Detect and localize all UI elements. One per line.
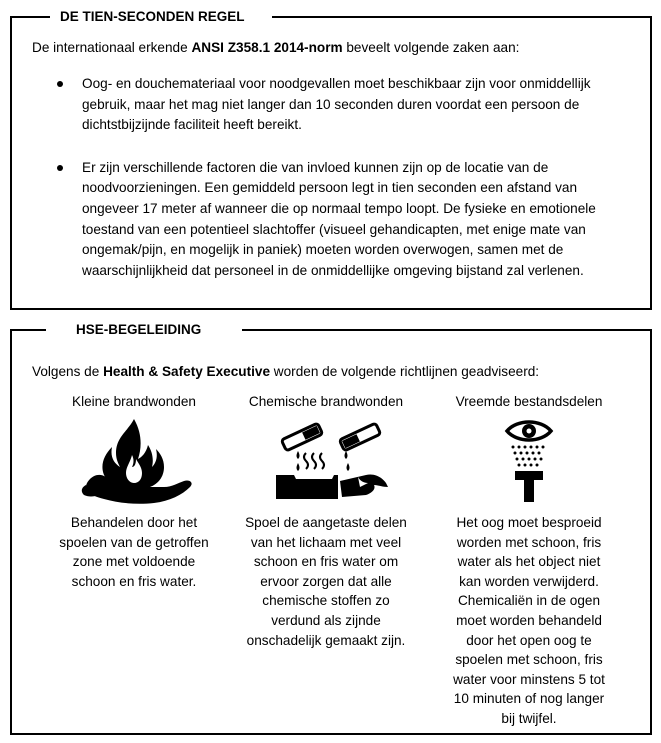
hse-intro-post: worden de volgende richtlijnen geadviseerd: [270,364,540,379]
ansi-intro-pre: De internationaal erkende [32,40,192,55]
flame-hand-icon [54,415,214,507]
bullet-text: Er zijn verschillende factoren die van invloed kunnen zijn op de locatie van de noodvoorzieningen. Een gemiddeld persoon legt in tien seconden een afstand van ongeveer 17 meter af wanneer die op normaal tempo loopt. De fysieke en emotionele toestand van een potentieel slachtoffer (visueel gehandicapten, met enige mate van ongemak/pijn, en mogelijk in paniek) moeten worden overwogen, samen met de waarschijnlijkheid dat personeel in de onmiddellijke omgeving bijstand zal verlenen. [82,159,596,278]
hse-intro-pre: Volgens de [32,364,104,379]
bullet-dot-icon [57,81,63,87]
bullet-dot-icon [57,165,63,171]
column-chemical-burns [226,393,426,650]
bullet-text: Oog- en douchemateriaal voor noodgevallen moet beschikbaar zijn voor onmiddellijk gebruik, maar het mag niet langer dan 10 seconden duren voordat een persoon de dichtstbijzijnde faciliteit heeft bereikt. [82,76,591,133]
column-body: Spoel de aangetaste delen van het lichaam met veel schoon en fris water om ervoor zorgen dat alle chemische stoffen zo verdund als zijnde onschadelijk gemaakt zijn. [245,515,407,648]
hse-guidance-box [10,322,652,735]
column-heading: Kleine brandwonden [72,394,196,409]
hse-intro [32,362,539,382]
ten-second-rule-box [10,9,652,310]
column-heading: Chemische brandwonden [248,394,404,409]
list-item [32,158,632,282]
ansi-intro-bold: ANSI Z358.1 2014-norm [191,40,343,55]
column-small-burns [34,393,234,591]
eyewash-icon [449,415,609,507]
column-foreign-objects [429,393,629,729]
list-item [32,74,632,136]
ansi-intro-post: beveelt volgende zaken aan: [342,40,520,55]
ansi-bullet-list [32,74,632,281]
corrosive-icon [246,415,406,507]
column-body: Het oog moet besproeid worden met schoon, fris water als het object niet kan worden verwijderd. Chemicaliën in de ogen moet worden behandeld door het open oog te spoelen met schoon, fris water voor minstens 5 tot 10 minuten of nog langer bij twijfel. [453,515,605,726]
column-heading: Vreemde bestandsdelen [455,394,603,409]
ansi-intro [32,38,519,58]
ten-second-rule-title: DE TIEN-SECONDEN REGEL [50,7,272,27]
column-body: Behandelen door het spoelen van de getroffen zone met voldoende schoon en fris water. [59,515,209,589]
hse-intro-bold: Health & Safety Executive [103,364,271,379]
hse-guidance-title: HSE-BEGELEIDING [46,320,242,340]
